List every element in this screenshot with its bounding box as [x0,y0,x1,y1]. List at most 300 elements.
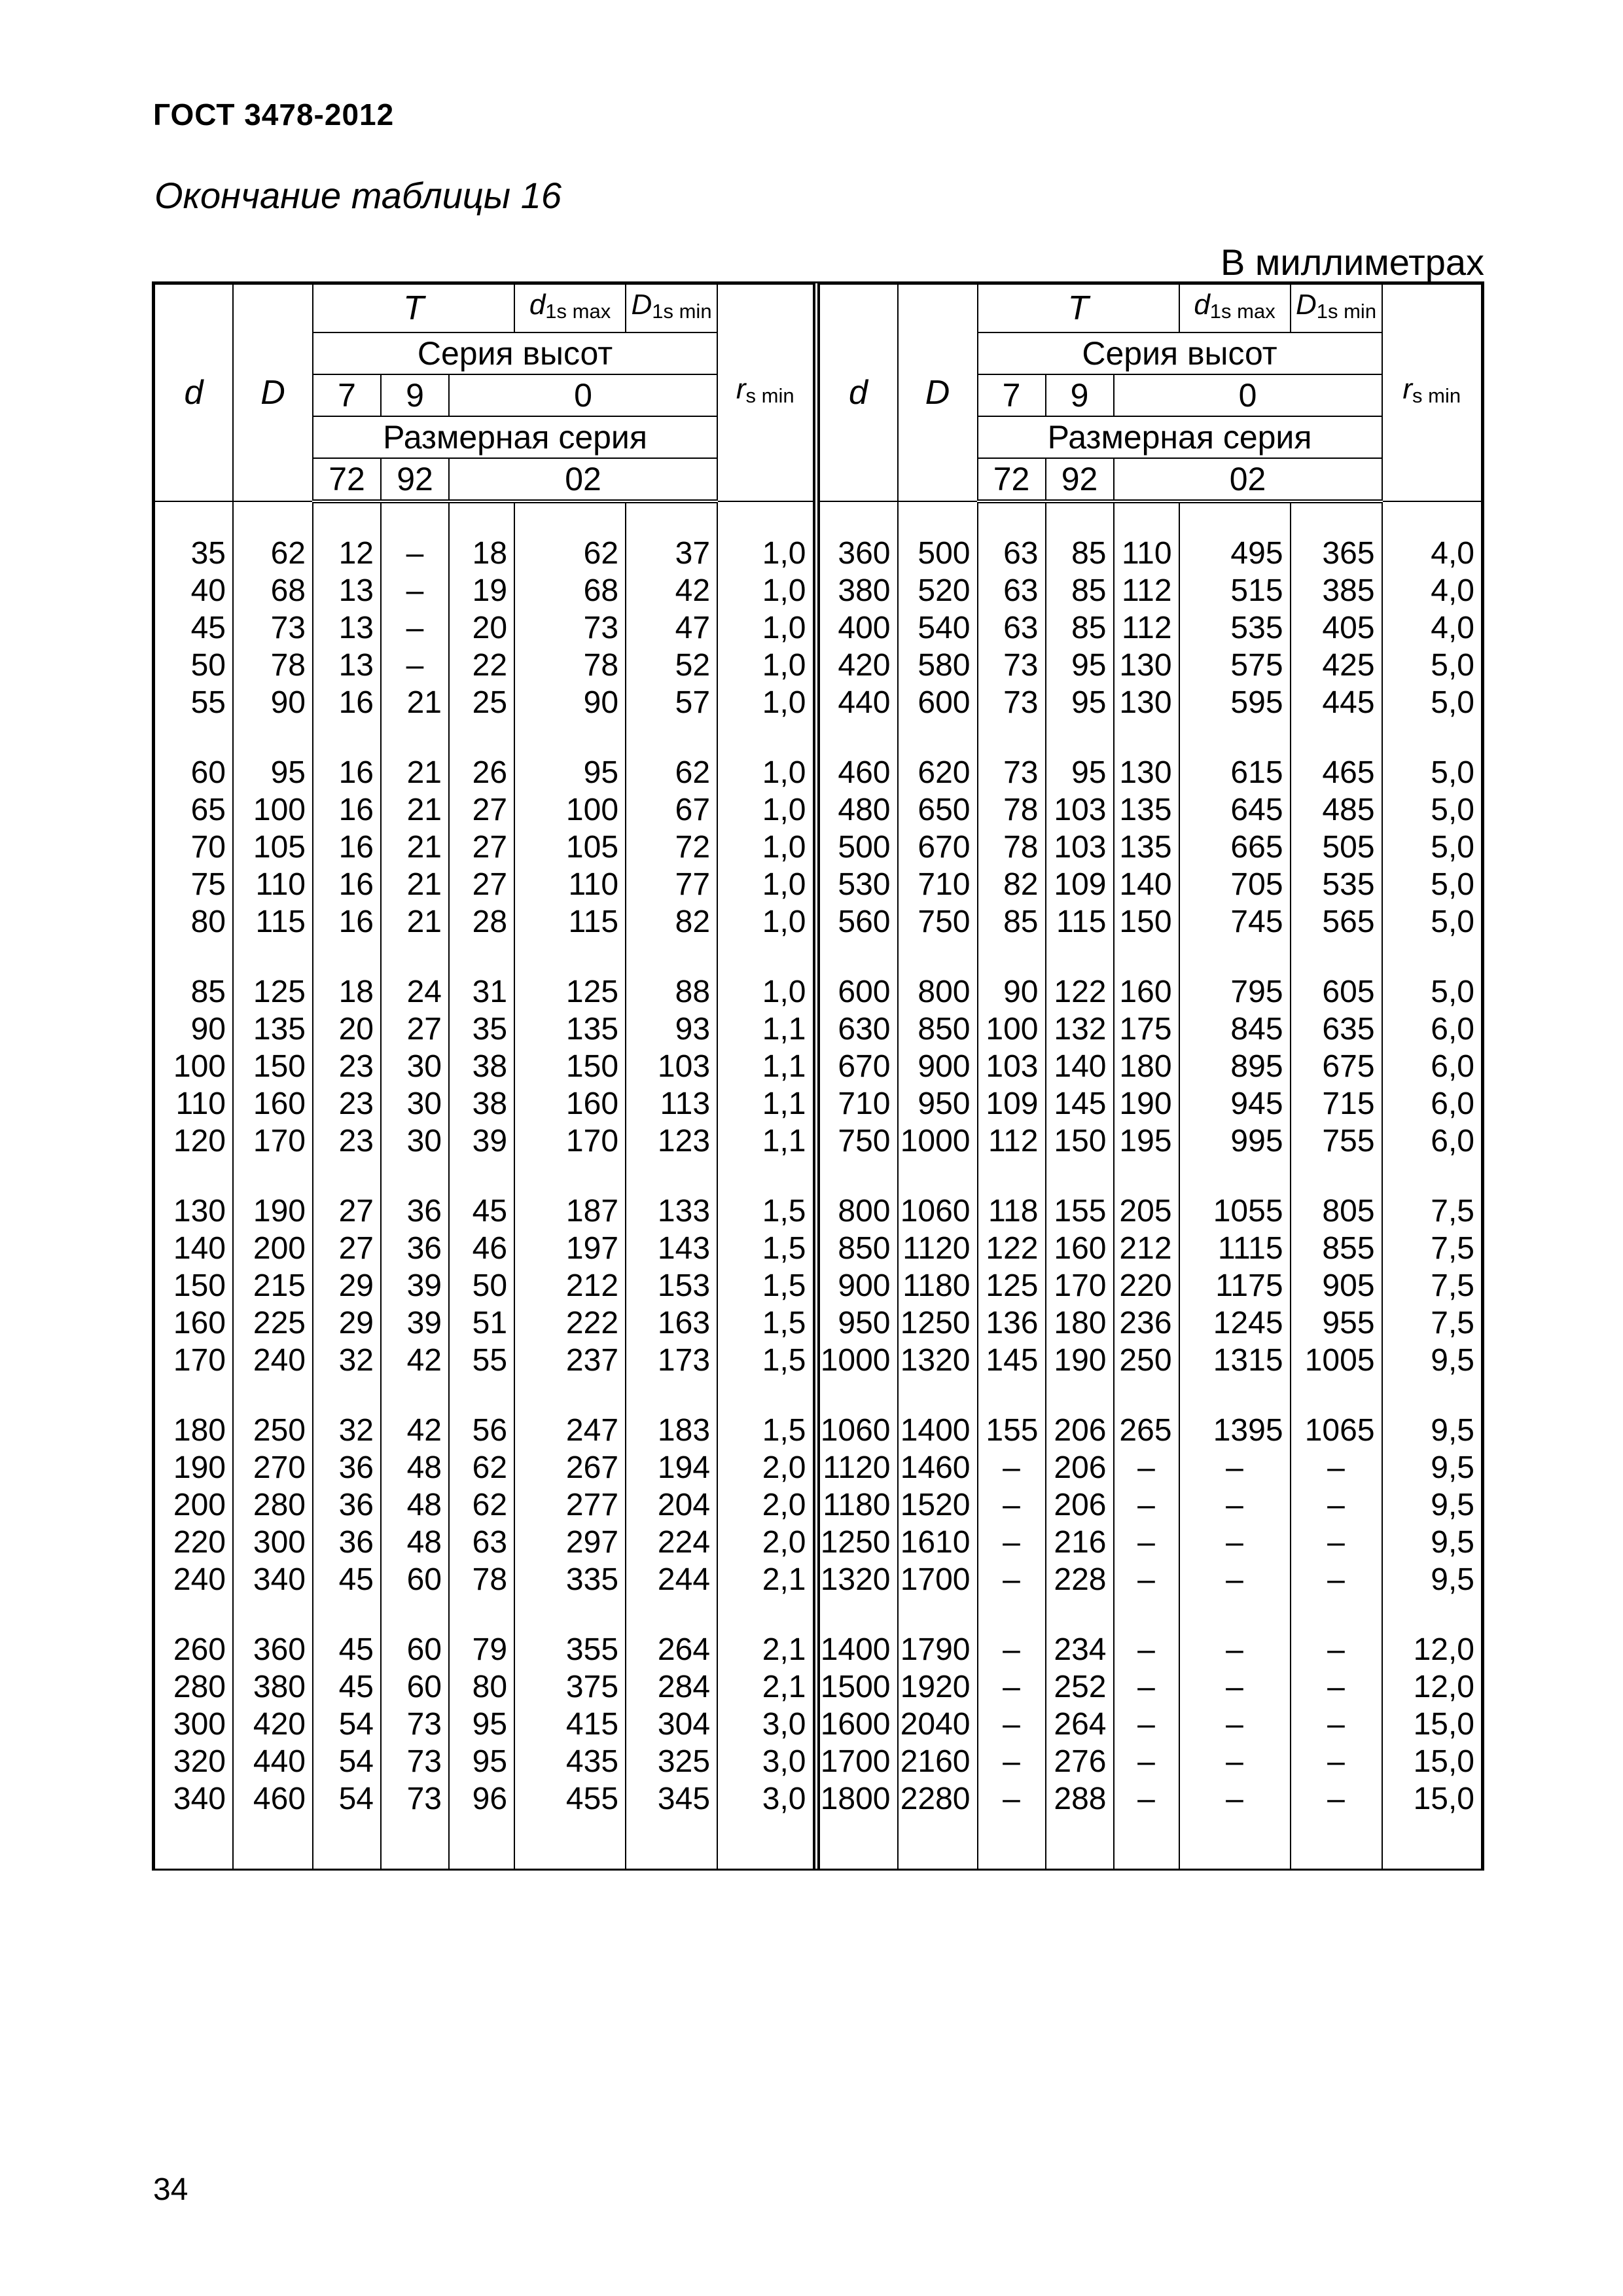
table-cell: 1315 [1179,1342,1291,1379]
table-cell: 112 [1114,609,1179,647]
table-cell: 36 [381,1230,449,1267]
table-row [154,647,813,684]
group-gap-cell [1046,941,1114,973]
table-cell: 1,1 [717,1011,813,1048]
table-cell: 325 [626,1743,717,1780]
table-cell: 170 [233,1122,313,1160]
table-cell: 73 [381,1706,449,1743]
table-cell: 36 [313,1486,381,1524]
table-cell: 115 [1046,903,1114,941]
table-cell: 18 [313,973,381,1011]
header-rs-min: $r_{s min}$ [717,284,813,501]
table-row [154,754,813,791]
table-cell: 130 [1114,647,1179,684]
table-row [154,973,813,1011]
table-cell: 575 [1179,647,1291,684]
table-cell: 75 [154,866,233,903]
table-cell: 27 [449,829,514,866]
table-cell: 125 [233,973,313,1011]
header-height-9: 9 [381,374,449,416]
table-cell: 187 [514,1193,626,1230]
group-gap-cell [381,1598,449,1631]
table-cell: 2,1 [717,1561,813,1598]
table-cell: 6,0 [1382,1085,1482,1122]
header-dimension-series: Размерная серия [978,416,1382,458]
table-cell: 60 [381,1561,449,1598]
table-cell: – [978,1561,1046,1598]
header-dimension-series: Размерная серия [313,416,717,458]
table-cell: 23 [313,1122,381,1160]
table-cell: 1245 [1179,1304,1291,1342]
dimension-grid [819,283,1483,1870]
table-cell: 375 [514,1668,626,1706]
group-gap-cell [1046,721,1114,754]
table-cell: 135 [514,1011,626,1048]
table-cell: 7,5 [1382,1304,1482,1342]
table-half-right [819,283,1483,1869]
table-cell: 194 [626,1449,717,1486]
table-cell: 1250 [819,1524,898,1561]
spacer-cell [717,501,813,535]
header-height-7: 7 [978,374,1046,416]
table-cell: 95 [449,1743,514,1780]
table-cell: 38 [449,1085,514,1122]
table-cell: – [381,609,449,647]
table-cell: 705 [1179,866,1291,903]
table-cell: 170 [1046,1267,1114,1304]
table-cell: 205 [1114,1193,1179,1230]
table-row [154,903,813,941]
table-cell: 5,0 [1382,973,1482,1011]
header-height-7: 7 [313,374,381,416]
table-cell: 175 [1114,1011,1179,1048]
standard-code: ГОСТ 3478-2012 [153,98,395,132]
header-D: D [233,284,313,501]
table-cell: 60 [154,754,233,791]
table-cell: 136 [978,1304,1046,1342]
table-cell: 155 [1046,1193,1114,1230]
table-cell: 27 [313,1230,381,1267]
group-gap-cell [514,721,626,754]
table-cell: – [1179,1668,1291,1706]
table-cell: 30 [381,1048,449,1085]
table-row [819,609,1482,647]
table-cell: 1600 [819,1706,898,1743]
header-d: d [154,284,233,501]
table-cell: – [381,647,449,684]
table-cell: 3,0 [717,1706,813,1743]
table-cell: 103 [978,1048,1046,1085]
table-cell: 67 [626,791,717,829]
table-row [819,1342,1482,1379]
table-row [154,866,813,903]
table-row [819,1412,1482,1449]
table-cell: – [1291,1561,1382,1598]
spacer-cell [626,1818,717,1870]
table-cell: 520 [898,572,978,609]
table-cell: 37 [626,535,717,572]
table-row [819,866,1482,903]
table-cell: 605 [1291,973,1382,1011]
table-cell: 1800 [819,1780,898,1818]
table-cell: 1320 [898,1342,978,1379]
table-cell: 215 [233,1267,313,1304]
group-gap-cell [381,941,449,973]
spacer-cell [1291,1818,1382,1870]
table-cell: 27 [449,791,514,829]
header-height-9: 9 [1046,374,1114,416]
table-cell: 2,1 [717,1631,813,1668]
table-cell: 264 [1046,1706,1114,1743]
table-cell: 7,5 [1382,1267,1482,1304]
table-cell: 130 [154,1193,233,1230]
table-cell: 340 [233,1561,313,1598]
table-cell: 265 [1114,1412,1179,1449]
table-cell: 7,5 [1382,1193,1482,1230]
group-gap-cell [819,1598,898,1631]
table-cell: 160 [233,1085,313,1122]
table-cell: 1,0 [717,609,813,647]
table-row [819,1048,1482,1085]
table-cell: 110 [514,866,626,903]
table-cell: 385 [1291,572,1382,609]
table-row [154,1561,813,1598]
table-cell: 950 [898,1085,978,1122]
table-cell: 52 [626,647,717,684]
table-cell: 212 [514,1267,626,1304]
header-dim-02: 02 [1114,458,1382,501]
table-cell: 9,5 [1382,1524,1482,1561]
table-row [819,1668,1482,1706]
table-cell: 540 [898,609,978,647]
table-cell: 28 [449,903,514,941]
group-gap-cell [717,721,813,754]
table-cell: – [1114,1561,1179,1598]
table-cell: – [978,1743,1046,1780]
table-cell: 800 [819,1193,898,1230]
table-cell: 945 [1179,1085,1291,1122]
table-cell: 850 [898,1011,978,1048]
group-gap-cell [233,1379,313,1412]
table-cell: – [1291,1524,1382,1561]
spacer-cell [381,1818,449,1870]
table-cell: 12,0 [1382,1668,1482,1706]
table-cell: 1400 [819,1631,898,1668]
spacer-cell [154,1818,233,1870]
table-cell: 665 [1179,829,1291,866]
table-cell: 234 [1046,1631,1114,1668]
table-cell: – [1291,1780,1382,1818]
table-cell: 160 [1114,973,1179,1011]
table-cell: 85 [154,973,233,1011]
spacer-cell [626,501,717,535]
group-gap-cell [1291,941,1382,973]
table-cell: 190 [1114,1085,1179,1122]
group-gap-cell [1114,1160,1179,1193]
table-cell: – [1179,1706,1291,1743]
spacer-cell [449,1818,514,1870]
table-cell: 13 [313,572,381,609]
table-cell: 35 [154,535,233,572]
table-cell: 122 [1046,973,1114,1011]
table-cell: 45 [313,1668,381,1706]
table-row [154,1122,813,1160]
table-cell: 515 [1179,572,1291,609]
table-cell: 50 [449,1267,514,1304]
table-cell: 615 [1179,754,1291,791]
table-cell: 1175 [1179,1267,1291,1304]
table-cell: 595 [1179,684,1291,721]
table-cell: 123 [626,1122,717,1160]
table-cell: 36 [313,1524,381,1561]
table-cell: 1055 [1179,1193,1291,1230]
table-cell: 9,5 [1382,1449,1482,1486]
table-row [154,1011,813,1048]
table-cell: 110 [233,866,313,903]
table-cell: 280 [154,1668,233,1706]
table-cell: 109 [1046,866,1114,903]
table-cell: 5,0 [1382,866,1482,903]
table-cell: 222 [514,1304,626,1342]
table-cell: 425 [1291,647,1382,684]
table-cell: 365 [1291,535,1382,572]
table-cell: 21 [381,684,449,721]
table-cell: 15,0 [1382,1780,1482,1818]
table-cell: 110 [1114,535,1179,572]
table-row [154,1193,813,1230]
table-cell: 420 [819,647,898,684]
table-cell: 600 [898,684,978,721]
table-cell: 180 [154,1412,233,1449]
table-cell: 6,0 [1382,1011,1482,1048]
table-cell: 190 [233,1193,313,1230]
table-cell: 170 [514,1122,626,1160]
table-cell: 170 [154,1342,233,1379]
group-gap-cell [233,941,313,973]
table-cell: 140 [1114,866,1179,903]
table-cell: 715 [1291,1085,1382,1122]
group-gap-cell [898,721,978,754]
group-gap-cell [978,1379,1046,1412]
table-cell: 950 [819,1304,898,1342]
group-gap-cell [898,1379,978,1412]
table-cell: 530 [819,866,898,903]
bearing-dimensions-table [152,281,1484,1871]
table-cell: 1395 [1179,1412,1291,1449]
group-gap-cell [313,721,381,754]
table-cell: 420 [233,1706,313,1743]
table-row [154,572,813,609]
table-cell: 267 [514,1449,626,1486]
group-gap-cell [233,1160,313,1193]
table-cell: 95 [1046,647,1114,684]
table-cell: 78 [233,647,313,684]
table-cell: 1180 [898,1267,978,1304]
table-caption: Окончание таблицы 16 [154,175,562,216]
table-cell: 73 [978,647,1046,684]
group-gap-cell [819,1379,898,1412]
group-gap-cell [313,1160,381,1193]
group-gap-cell [626,1160,717,1193]
group-gap-cell [898,941,978,973]
table-cell: 133 [626,1193,717,1230]
table-cell: 78 [978,829,1046,866]
table-cell: 845 [1179,1011,1291,1048]
table-row [819,973,1482,1011]
table-cell: 73 [514,609,626,647]
table-cell: 220 [1114,1267,1179,1304]
table-cell: 1790 [898,1631,978,1668]
table-cell: 460 [233,1780,313,1818]
table-row [819,1267,1482,1304]
table-cell: 39 [381,1304,449,1342]
table-cell: 565 [1291,903,1382,941]
table-cell: 16 [313,903,381,941]
table-cell: 1610 [898,1524,978,1561]
table-cell: 1,1 [717,1085,813,1122]
table-cell: 1060 [898,1193,978,1230]
spacer-cell [978,1818,1046,1870]
table-cell: 54 [313,1743,381,1780]
group-gap-cell [898,1598,978,1631]
table-cell: 20 [313,1011,381,1048]
header-d1s-max: $d_{1s max}$ [514,284,626,332]
table-cell: 48 [381,1524,449,1561]
table-row [819,829,1482,866]
header-d: d [819,284,898,501]
table-row [154,1342,813,1379]
header-T: T [978,284,1179,332]
table-row [154,1780,813,1818]
table-cell: 1250 [898,1304,978,1342]
group-gap-cell [154,721,233,754]
table-cell: 85 [978,903,1046,941]
table-cell: 250 [1114,1342,1179,1379]
table-cell: 3,0 [717,1743,813,1780]
table-cell: 5,0 [1382,647,1482,684]
table-cell: 197 [514,1230,626,1267]
table-cell: 50 [154,647,233,684]
group-gap-cell [154,1379,233,1412]
group-gap-cell [1382,721,1482,754]
spacer-cell [1046,501,1114,535]
table-cell: – [978,1706,1046,1743]
header-dim-72: 72 [978,458,1046,501]
table-cell: 63 [978,609,1046,647]
group-gap-cell [978,1598,1046,1631]
table-cell: 47 [626,609,717,647]
group-gap-cell [978,1160,1046,1193]
table-cell: 63 [449,1524,514,1561]
table-row [154,609,813,647]
spacer-cell [898,1818,978,1870]
table-cell: 135 [233,1011,313,1048]
spacer-cell [978,501,1046,535]
group-gap-cell [717,1379,813,1412]
table-cell: 78 [514,647,626,684]
table-cell: 110 [154,1085,233,1122]
group-gap-cell [978,721,1046,754]
table-cell: 264 [626,1631,717,1668]
table-cell: 103 [626,1048,717,1085]
table-cell: 45 [449,1193,514,1230]
table-cell: 190 [154,1449,233,1486]
table-cell: 55 [449,1342,514,1379]
table-cell: 288 [1046,1780,1114,1818]
table-cell: 45 [313,1631,381,1668]
table-cell: 710 [819,1085,898,1122]
table-row [154,1230,813,1267]
group-gap-cell [449,721,514,754]
table-cell: 62 [233,535,313,572]
group-gap-cell [626,721,717,754]
group-gap-cell [514,1160,626,1193]
table-cell: 12,0 [1382,1631,1482,1668]
table-cell: – [1179,1561,1291,1598]
group-gap-cell [1179,1160,1291,1193]
table-cell: 620 [898,754,978,791]
table-cell: 225 [233,1304,313,1342]
table-cell: 252 [1046,1668,1114,1706]
table-cell: 21 [381,866,449,903]
table-cell: 39 [381,1267,449,1304]
table-cell: 1,0 [717,684,813,721]
table-cell: 9,5 [1382,1412,1482,1449]
table-cell: 228 [1046,1561,1114,1598]
table-cell: 5,0 [1382,754,1482,791]
table-cell: 153 [626,1267,717,1304]
table-cell: 240 [154,1561,233,1598]
header-rs-min: $r_{s min}$ [1382,284,1482,501]
table-cell: 460 [819,754,898,791]
table-cell: 236 [1114,1304,1179,1342]
table-cell: 60 [381,1631,449,1668]
table-cell: 27 [449,866,514,903]
table-cell: 95 [449,1706,514,1743]
table-cell: 284 [626,1668,717,1706]
table-cell: 79 [449,1631,514,1668]
table-cell: 380 [819,572,898,609]
table-cell: 130 [1114,684,1179,721]
group-gap-cell [449,1379,514,1412]
table-row [154,1048,813,1085]
group-gap-cell [1046,1160,1114,1193]
table-cell: 95 [233,754,313,791]
group-gap-cell [514,1379,626,1412]
group-gap-cell [313,1598,381,1631]
table-row [819,903,1482,941]
table-cell: 1000 [819,1342,898,1379]
table-row [819,1085,1482,1122]
table-cell: 30 [381,1122,449,1160]
table-cell: 100 [233,791,313,829]
table-row [819,1631,1482,1668]
table-cell: – [1114,1449,1179,1486]
table-cell: 68 [514,572,626,609]
table-cell: 31 [449,973,514,1011]
table-cell: 2040 [898,1706,978,1743]
table-cell: 645 [1179,791,1291,829]
table-cell: 670 [819,1048,898,1085]
table-row [154,1631,813,1668]
table-cell: 95 [1046,754,1114,791]
table-row [819,1304,1482,1342]
table-cell: 36 [381,1193,449,1230]
group-gap-cell [154,941,233,973]
table-row [819,1122,1482,1160]
table-cell: 85 [1046,572,1114,609]
group-gap-cell [381,1379,449,1412]
